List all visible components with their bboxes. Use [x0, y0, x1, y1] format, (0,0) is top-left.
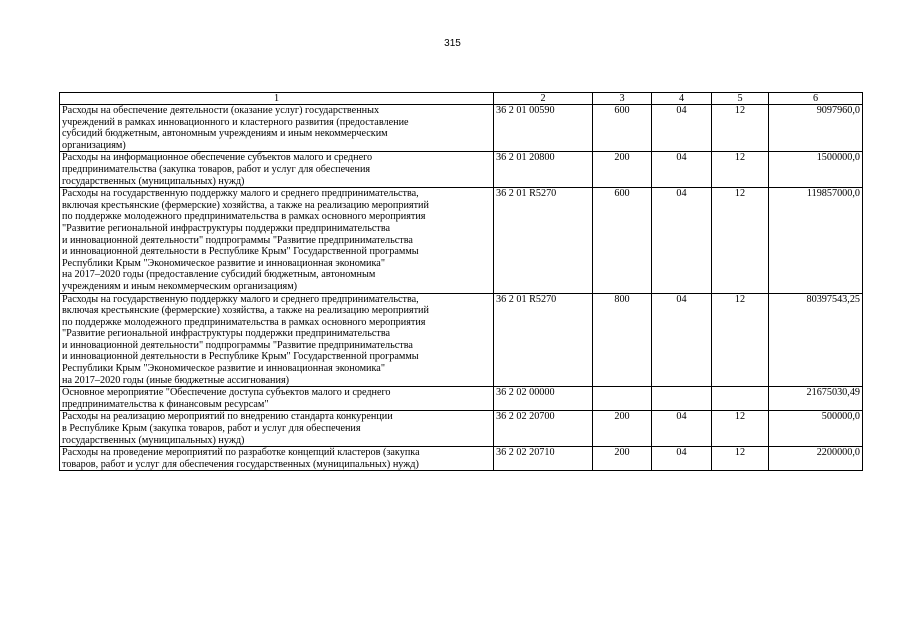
- table-row: [60, 188, 863, 293]
- row-col3: 800: [593, 293, 652, 387]
- row-amount: 9097960,0: [769, 105, 863, 152]
- row-amount: 119857000,0: [769, 188, 863, 293]
- row-code: 36 2 02 00000: [494, 387, 593, 411]
- row-description: Расходы на государственную поддержку малого и среднего предпринимательства, включая крестьянские (фермерские) хозяйства, а также на реализацию мероприятий по поддержке молодежного предпринимательства в рамках основного мероприятия "Развитие региональной инфраструктуры поддержки предпринимательства и инновационной деятельности" подпрограммы "Развитие предпринимательства и инновационной деятельности в Республике Крым" Государственной программы Республики Крым "Экономическое развитие и инновационная экономика" на 2017–2020 годы (иные бюджетные ассигнования): [60, 293, 494, 387]
- row-code: 36 2 02 20710: [494, 447, 593, 471]
- row-col3: 600: [593, 105, 652, 152]
- page-number: 315: [444, 38, 461, 49]
- row-col3: 600: [593, 188, 652, 293]
- column-header-5: 5: [712, 93, 769, 105]
- row-col4: 04: [652, 188, 712, 293]
- row-col5: 12: [712, 188, 769, 293]
- row-code: 36 2 01 20800: [494, 152, 593, 188]
- row-col5: 12: [712, 447, 769, 471]
- row-col4: 04: [652, 447, 712, 471]
- column-header-4: 4: [652, 93, 712, 105]
- row-description: Основное мероприятие "Обеспечение доступа субъектов малого и среднего предпринимательства к финансовым ресурсам": [60, 387, 494, 411]
- row-col3: 200: [593, 411, 652, 447]
- table-row: [60, 447, 863, 471]
- table-row: [60, 387, 863, 411]
- row-amount: 2200000,0: [769, 447, 863, 471]
- row-col4: 04: [652, 411, 712, 447]
- table-row: [60, 411, 863, 447]
- row-col5: 12: [712, 152, 769, 188]
- row-code: 36 2 01 R5270: [494, 188, 593, 293]
- row-col4: [652, 387, 712, 411]
- row-col3: 200: [593, 152, 652, 188]
- row-description: Расходы на обеспечение деятельности (оказание услуг) государственных учреждений в рамках инновационного и кластерного развития (предоставление субсидий бюджетным, автономным учреждениям и иным некоммерческим организациям): [60, 105, 494, 152]
- row-col4: 04: [652, 105, 712, 152]
- column-header-2: 2: [494, 93, 593, 105]
- row-amount: 1500000,0: [769, 152, 863, 188]
- table-header-row: [60, 93, 863, 105]
- row-amount: 500000,0: [769, 411, 863, 447]
- row-description: Расходы на информационное обеспечение субъектов малого и среднего предпринимательства (закупка товаров, работ и услуг для обеспечения государственных (муниципальных) нужд): [60, 152, 494, 188]
- row-col3: [593, 387, 652, 411]
- row-code: 36 2 01 R5270: [494, 293, 593, 387]
- row-col5: [712, 387, 769, 411]
- row-col3: 200: [593, 447, 652, 471]
- row-description: Расходы на проведение мероприятий по разработке концепций кластеров (закупка товаров, работ и услуг для обеспечения государственных (муниципальных) нужд): [60, 447, 494, 471]
- column-header-3: 3: [593, 93, 652, 105]
- row-code: 36 2 01 00590: [494, 105, 593, 152]
- budget-table: [59, 92, 863, 471]
- row-amount: 80397543,25: [769, 293, 863, 387]
- table-row: [60, 152, 863, 188]
- row-col5: 12: [712, 411, 769, 447]
- column-header-6: 6: [769, 93, 863, 105]
- row-col5: 12: [712, 105, 769, 152]
- row-amount: 21675030,49: [769, 387, 863, 411]
- table-row: [60, 105, 863, 152]
- row-code: 36 2 02 20700: [494, 411, 593, 447]
- table-row: [60, 293, 863, 387]
- row-col4: 04: [652, 293, 712, 387]
- row-col4: 04: [652, 152, 712, 188]
- row-description: Расходы на реализацию мероприятий по внедрению стандарта конкуренции в Республике Крым (закупка товаров, работ и услуг для обеспечения государственных (муниципальных) нужд): [60, 411, 494, 447]
- row-col5: 12: [712, 293, 769, 387]
- column-header-1: 1: [60, 93, 494, 105]
- row-description: Расходы на государственную поддержку малого и среднего предпринимательства, включая крестьянские (фермерские) хозяйства, а также на реализацию мероприятий по поддержке молодежного предпринимательства в рамках основного мероприятия "Развитие региональной инфраструктуры поддержки предпринимательства и инновационной деятельности" подпрограммы "Развитие предпринимательства и инновационной деятельности в Республике Крым" Государственной программы Республики Крым "Экономическое развитие и инновационная экономика" на 2017–2020 годы (предоставление субсидий бюджетным, автономным учреждениям и иным некоммерческим организациям): [60, 188, 494, 293]
